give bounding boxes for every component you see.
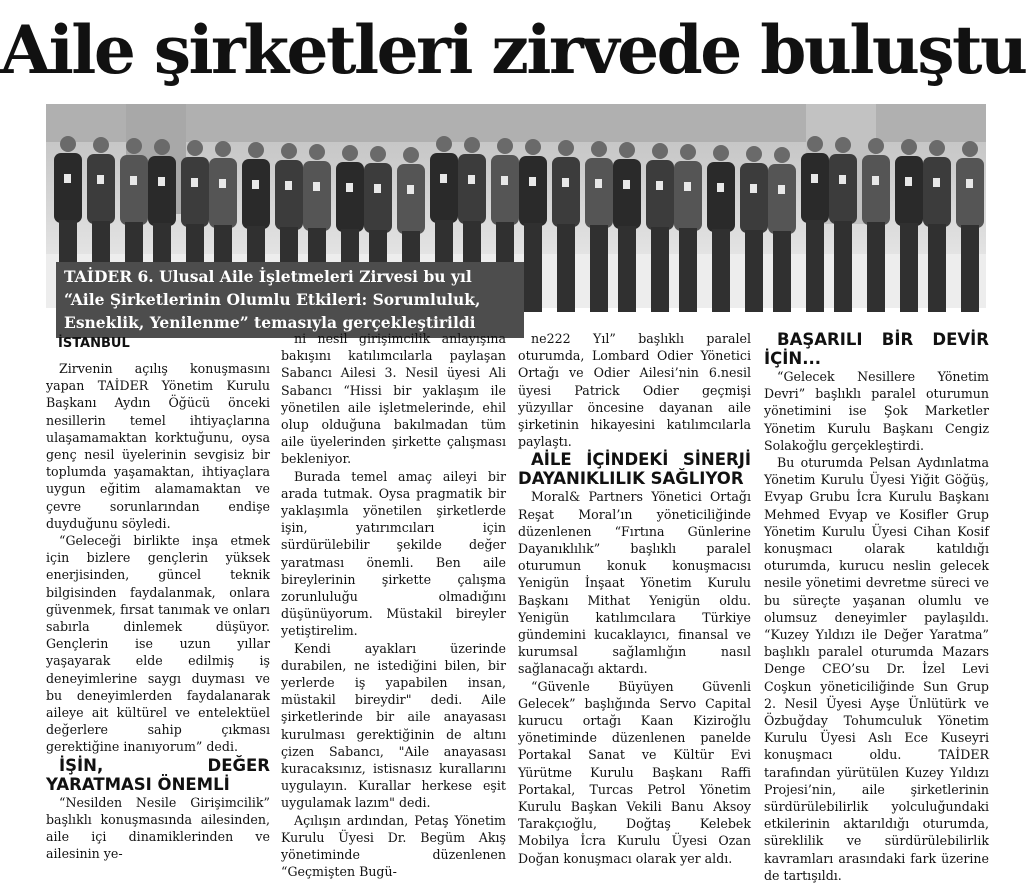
caption-line: Esneklik, Yenilenme” temasıyla gerçekleştirildi xyxy=(64,313,476,332)
photo-caption xyxy=(56,262,524,338)
paragraph: “Geleceği birlikte inşa etmek için bizlere gençlerin yüksek enerjisinden, güncel teknik bilgisinden faydalanmak, onlara güvenmek, fırsat tanımak ve onları sabırla dinlemek düşüyor. Gençlerin ise uzun yıllar yaşayarak elde edilmiş iş deneyimlerine saygı duyması ve bu deneyimlerden faydalanarak aileye ait kültürel ve entelektüel değerlere sahip çıkması gerektiğine inanıyorum” dedi. xyxy=(46,533,270,755)
paragraph: “Güvenle Büyüyen Güvenli Gelecek” başlığında Servo Capital kurucu ortağı Kaan Kiziroğlu yönetiminde düzenlenen panelde Portakal Sanat ve Kültür Evi Yürütme Kurulu Başkanı Raffi Portakal, Turcas Petrol Yönetim Kurulu Başkan Vekili Banu Aksoy Tarakçıoğlu, Doğtaş Kelebek Mobilya İcra Kurulu Üyesi Ozan Doğan konuşmacı olarak yer aldı. xyxy=(518,678,751,866)
paragraph: ne222 Yıl” başlıklı paralel oturumda, Lombard Odier Yönetici Ortağı ve Odier Ailesi’nin 6.nesil üyesi Patrick Odier geçmişi yüzyıllar öncesine dayanan aile şirketinin hikayesini katılımcılarla paylaştı. xyxy=(518,331,751,450)
paragraph: “Gelecek Nesillere Yönetim Devri” başlıklı paralel oturumun yönetimini ise Şok Marketler Yönetim Kurulu Başkanı Cengiz Solakoğlu gerçekleştirdi. xyxy=(764,369,989,453)
paragraph: Bu oturumda Pelsan Aydınlatma Yönetim Kurulu Üyesi Yiğit Göğüş, Evyap Grubu İcra Kurulu Başkanı Mehmed Evyap ve Kosifler Grup Yönetim Kurulu Üyesi Cihan Kosif konuşmacı olarak katıldığı oturumda, kurucu neslin gelecek nesile yönetimi devretme süreci ve bu süreçte yaşanan olumlu ve olumsuz deneyimler paylaşıldı. “Kuzey Yıldızı ile Değer Yaratma” başlıklı paralel oturumda Mazars Denge CEO’su Dr. İzel Levi Coşkun yöneticiliğinde Sun Grup 2. Nesil Üyesi Ayşe Ünlütürk ve Özbuğday Tohumculuk Yönetim Kurulu Üyesi Aslı Ece Kuseyri konuşmacı oldu. TAİDER tarafından yürütülen Kuzey Yıldızı Projesi’nin, aile şirketlerinin sürdürülebilirlik yolculuğundaki etkilerinin aktarıldığı oturumda, süreklilik ve sürdürülebilirlik kavramları arasındaki fark üzerine de tartışıldı. xyxy=(764,455,989,883)
paragraph: ni nesil girişimcilik anlayışına bakışını katılımcılarla paylaşan Sabancı Ailesi 3. Nesil üyesi Ali Sabancı “Hissi bir yaklaşım ile yönetilen aile işletmelerinde, ehil olup olduğuna bakılmadan tüm aile üyelerinden şirkette çalışması bekleniyor. xyxy=(281,331,506,467)
column-2 xyxy=(281,330,506,880)
headline: Aile şirketleri zirvede buluştu xyxy=(0,11,1026,89)
column-1 xyxy=(46,360,270,860)
caption-line: “Aile Şirketlerinin Olumlu Etkileri: Sorumluluk, xyxy=(64,290,481,309)
paragraph: Açılışın ardından, Petaş Yönetim Kurulu Üyesi Dr. Begüm Akış yönetiminde düzenlenen “Geçmişten Bugü- xyxy=(281,812,506,880)
column-4 xyxy=(764,330,989,883)
subheading: AİLE İÇİNDEKİ SİNERJİ DAYANIKLILIK SAĞLIYOR xyxy=(518,450,751,489)
subheading: BAŞARILI BİR DEVİR İÇİN... xyxy=(764,330,989,368)
dateline: İSTANBUL xyxy=(58,336,130,351)
caption-line: TAİDER 6. Ulusal Aile İşletmeleri Zirvesi bu yıl xyxy=(64,267,472,286)
paragraph: Moral& Partners Yönetici Ortağı Reşat Moral’ın yöneticiliğinde düzenlenen “Fırtına Günlerine Dayanıklılık” başlıklı paralel oturumun konuk konuşmacısı Yenigün İnşaat Yönetim Kurulu Başkanı Mithat Yenigün oldu. Yenigün katılımcılara Türkiye gündemini kucaklayıcı, finansal ve kurumsal sağlamlığın nasıl sağlanacağı aktardı. xyxy=(518,489,751,677)
column-3 xyxy=(518,330,751,866)
paragraph: Kendi ayakları üzerinde durabilen, ne istediğini bilen, bir yerlerde iş yapabilen insan, müstakil bireydir" dedi. Aile şirketlerinde bir aile anayasası kurulması gerektiğinin de altını çizen Sabancı, "Aile anayasası kuracaksınız, istisnasız kurallarını uygulayın. Kurallar herkese eşit uygulamak lazım" dedi. xyxy=(281,640,506,811)
paragraph: Zirvenin açılış konuşmasını yapan TAİDER Yönetim Kurulu Başkanı Aydın Öğücü önceki nesillerin temel ihtiyaçlarına ulaşamamaktan korktuğunu, oysa genç nesil üyelerinin sevgisiz bir toplumda yaşamaktan, ihtiyaçlara uygun eğitim alamamaktan ve çevre sorunlarından endişe duyduğunu söyledi. xyxy=(46,361,270,531)
paragraph: “Nesilden Nesile Girişimcilik” başlıklı konuşmasında ailesinden, aile içi dinamiklerinden ve ailesinin ye- xyxy=(46,794,270,862)
paragraph: Burada temel amaç aileyi bir arada tutmak. Oysa pragmatik bir yaklaşımla yönetilen şirketlerde işin, yatırımcıları için sürdürülebilir şekilde değer yaratması önemli. Ben aile bireylerinin şirkette çalışma zorunluluğu olmadığını düşünüyorum. Müstakil bireyler yetiştirelim. xyxy=(281,468,506,639)
subheading: İŞİN, DEĞER YARATMASI ÖNEMLİ xyxy=(46,755,270,794)
